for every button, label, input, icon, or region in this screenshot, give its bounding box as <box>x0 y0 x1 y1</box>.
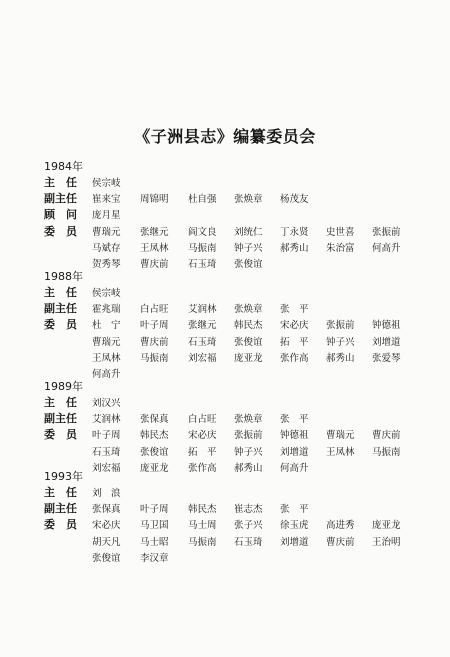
member-name: 何高升 <box>280 462 309 474</box>
member-name: 曹瑞元 <box>326 430 355 442</box>
term-year: 1989年 <box>44 380 83 393</box>
member-name: 朱治富 <box>326 242 355 254</box>
member-name: 张 平 <box>280 504 309 516</box>
member-name: 曹庆前 <box>372 430 401 442</box>
member-name: 崔志杰 <box>234 504 263 516</box>
member-name: 叶子周 <box>140 504 169 516</box>
member-name: 钟子兴 <box>234 446 263 458</box>
member-name: 张焕章 <box>234 304 263 316</box>
member-name: 韩民杰 <box>234 320 263 332</box>
member-name: 艾润林 <box>92 414 121 426</box>
member-name: 侯宗岐 <box>92 178 121 189</box>
member-name: 曹庆前 <box>140 336 169 348</box>
member-name: 庞月星 <box>92 210 121 222</box>
member-name: 杜自强 <box>188 194 217 206</box>
member-name: 张俊谊 <box>234 336 263 348</box>
member-name: 杜 宁 <box>92 320 121 332</box>
member-name: 刘增道 <box>280 536 309 548</box>
member-name: 马卫国 <box>140 520 169 532</box>
member-name: 马振南 <box>188 536 217 548</box>
role-label: 主 任 <box>44 286 77 299</box>
member-name: 张振前 <box>326 320 355 332</box>
member-name: 侯宗岐 <box>92 288 121 299</box>
role-label: 主 任 <box>44 176 77 189</box>
member-name: 拓 平 <box>188 446 217 458</box>
member-name: 庞亚龙 <box>372 520 401 532</box>
member-name: 崔来宝 <box>92 194 121 206</box>
role-label: 委 员 <box>44 428 77 442</box>
member-name: 韩民杰 <box>140 430 169 442</box>
member-name: 张 平 <box>280 414 309 426</box>
member-name: 王凤林 <box>326 446 355 458</box>
member-name: 拓 平 <box>280 336 309 348</box>
member-name: 曹庆前 <box>326 536 355 548</box>
member-name: 丁永贤 <box>280 226 309 238</box>
member-name: 张保真 <box>140 414 169 426</box>
member-name: 马振南 <box>140 352 169 364</box>
member-name: 宋必庆 <box>188 430 217 442</box>
member-name: 石玉琦 <box>92 446 121 458</box>
role-label: 委 员 <box>44 224 77 238</box>
member-name: 庞亚龙 <box>140 462 169 474</box>
role-label: 副主任 <box>44 302 77 316</box>
member-name: 贺秀琴 <box>92 259 121 270</box>
member-name: 石玉琦 <box>188 336 217 348</box>
member-name: 张振前 <box>372 226 401 238</box>
member-name: 张俊谊 <box>92 552 121 564</box>
member-name: 白占旺 <box>188 414 217 426</box>
member-name: 张俊谊 <box>234 259 263 270</box>
member-name: 张保真 <box>92 504 121 516</box>
member-name: 阎文良 <box>188 226 217 238</box>
role-label: 委 员 <box>44 318 77 332</box>
member-name: 叶子周 <box>92 430 121 442</box>
member-name: 郝秀山 <box>326 352 355 364</box>
member-name: 李汉章 <box>140 552 169 564</box>
member-name: 张焕章 <box>234 194 263 206</box>
member-name: 钟子兴 <box>326 336 355 348</box>
term-year: 1984年 <box>44 160 83 173</box>
member-name: 张继元 <box>188 320 217 332</box>
member-name: 高进秀 <box>326 520 355 532</box>
member-name: 曹庆前 <box>140 259 169 270</box>
member-name: 周锦明 <box>140 194 169 206</box>
member-name: 霍兆瑞 <box>92 304 121 316</box>
member-name: 张 平 <box>280 304 309 316</box>
member-name: 王凤林 <box>92 352 121 364</box>
member-name: 张振前 <box>234 430 263 442</box>
member-name: 王凤林 <box>140 242 169 254</box>
member-name: 胡天凡 <box>92 536 121 548</box>
member-name: 马斌存 <box>92 242 121 254</box>
role-label: 副主任 <box>44 502 77 516</box>
member-name: 徐玉虎 <box>280 520 309 532</box>
member-name: 马士周 <box>188 520 217 532</box>
term-year: 1988年 <box>44 270 83 283</box>
member-name: 马振南 <box>372 446 401 458</box>
member-name: 张爱琴 <box>372 352 401 364</box>
member-name: 张焕章 <box>234 414 263 426</box>
member-name: 宋必庆 <box>280 320 309 332</box>
member-name: 刘统仁 <box>234 226 263 238</box>
member-name: 王治明 <box>372 536 401 548</box>
member-name: 何高升 <box>372 242 401 254</box>
member-name: 马振南 <box>188 242 217 254</box>
role-label: 主 任 <box>44 396 77 409</box>
member-name: 史世喜 <box>326 226 355 238</box>
member-name: 白占旺 <box>140 304 169 316</box>
term-year: 1993年 <box>44 470 83 483</box>
member-name: 刘汉兴 <box>92 398 121 409</box>
role-label: 副主任 <box>44 412 77 426</box>
member-name: 郝秀山 <box>280 242 309 254</box>
member-name: 刘增道 <box>280 446 309 458</box>
member-name: 张俊谊 <box>140 446 169 458</box>
member-name: 庞亚龙 <box>234 352 263 364</box>
member-name: 张作高 <box>188 462 217 474</box>
role-label: 顾 问 <box>44 208 77 222</box>
member-name: 曹瑞元 <box>92 336 121 348</box>
member-name: 马士昭 <box>140 536 169 548</box>
member-name: 钟德祖 <box>372 320 401 332</box>
member-name: 何高升 <box>92 369 121 380</box>
member-name: 张继元 <box>140 226 169 238</box>
member-name: 张子兴 <box>234 520 263 532</box>
member-name: 刘宏福 <box>92 462 121 474</box>
member-name: 石玉琦 <box>188 259 217 270</box>
role-label: 副主任 <box>44 192 77 206</box>
member-name: 刘 浪 <box>92 488 121 499</box>
member-name: 郝秀山 <box>234 462 263 474</box>
member-name: 张作高 <box>280 352 309 364</box>
document-title: 《子洲县志》编纂委员会 <box>134 127 316 146</box>
member-name: 钟德祖 <box>280 430 309 442</box>
member-name: 石玉琦 <box>234 536 263 548</box>
member-name: 杨茂友 <box>280 194 309 206</box>
member-name: 叶子周 <box>140 320 169 332</box>
member-name: 韩民杰 <box>188 504 217 516</box>
role-label: 主 任 <box>44 486 77 499</box>
member-name: 艾润林 <box>188 304 217 316</box>
member-name: 钟子兴 <box>234 242 263 254</box>
role-label: 委 员 <box>44 518 77 532</box>
member-name: 宋必庆 <box>92 520 121 532</box>
member-name: 刘宏福 <box>188 352 217 364</box>
member-name: 刘增道 <box>372 336 401 348</box>
member-name: 曹瑞元 <box>92 226 121 238</box>
